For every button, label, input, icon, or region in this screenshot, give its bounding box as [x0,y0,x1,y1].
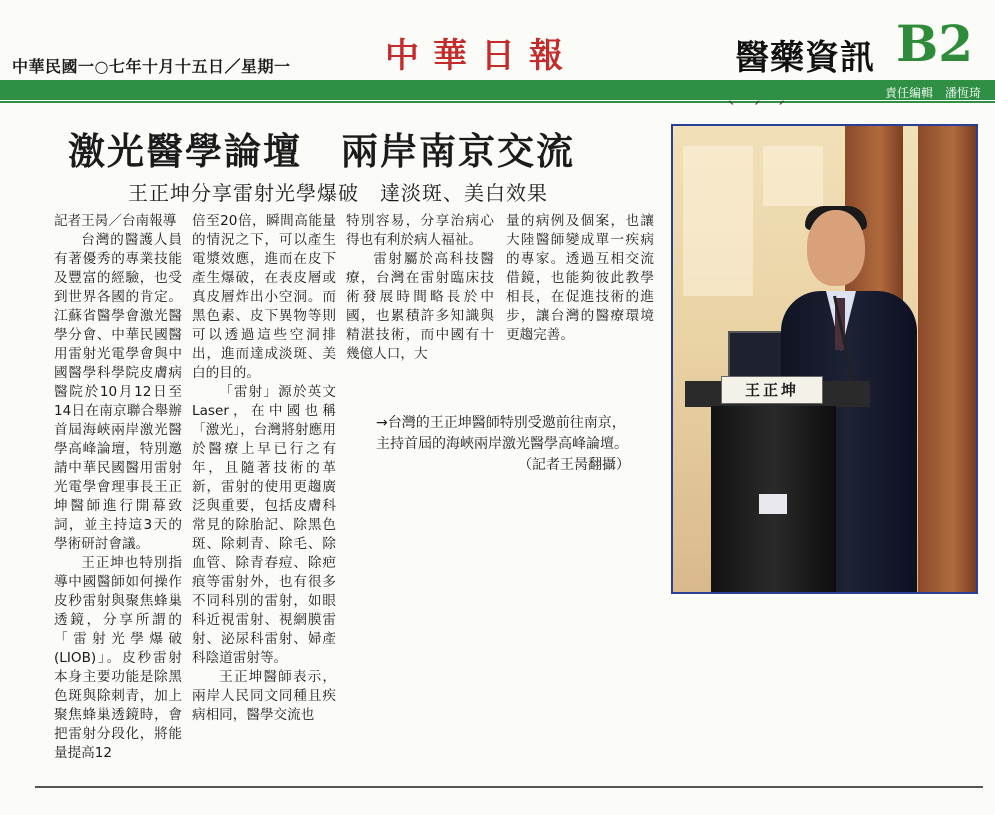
editor-credit: 責任編輯 潘恆琦 [884,86,981,100]
speaker-head [807,210,865,286]
paragraph: 雷射屬於高科技醫療，台灣在雷射臨床技術發展時間略長於中國，也累積許多知識與精湛技術，而中國有十幾億人口，大 [346,251,494,362]
paragraph-continued: 特別容易，分享治病心得也有利於病人福祉。 [346,213,494,248]
paragraph-continued: 量的病例及個案，也讓大陸醫師變成單一疾病的專家。透過互相交流借鏡，也能夠彼此教學相長，在促進技術的進步，讓台灣的醫療環境更趨完善。 [506,213,654,343]
article-column-4 [506,212,654,345]
paragraph: 「雷射」源於英文Laser，在中國也稱「激光」，台灣將射應用於醫療上早已行之有年，且隨著技術的革新，雷射的使用更趨廣泛與重要，包括皮膚科常見的除胎記、除黑色斑、除刺青、除毛、除血管、除青春痘、除疤痕等雷射外，也有很多不同科別的雷射，如眼科近視雷射、視網膜雷射、泌尿科雷射、婦產科陰道雷射等。 [192,384,336,666]
header-rule [0,101,995,103]
wood-pillar [918,126,976,594]
caption-text: →台灣的王正坤醫師特別受邀前往南京，主持首屆的海峽兩岸激光醫學高峰論壇。 [376,415,628,452]
paragraph: 王正坤也特別指導中國醫師如何操作皮秒雷射與聚焦蜂巢透鏡，分享所謂的「雷射光學爆破(LIOB)」。皮秒雷射本身主要功能是除黑色斑與除刺青，加上聚焦蜂巢透鏡時，會把雷射分段化，將能量提高12 [54,555,182,761]
article-subheadline: 王正坤分享雷射光學爆破 達淡斑、美白效果 [128,181,548,205]
article-column-2 [192,212,336,725]
decoration-icon: ˋ ˊ ˊ [727,98,790,122]
header-bar [0,80,995,100]
lectern-logo [759,494,787,514]
article-column-3 [346,212,494,364]
paragraph: 台灣的醫護人員有著優秀的專業技能及豐富的經驗，也受到世界各國的肯定。江蘇省醫學會激光醫學分會、中華民國醫用雷射光電學會與中國醫學科學院皮膚病醫院於10月12日至14日在南京聯合舉辦首屆海峽兩岸激光醫學高峰論壇，特別邀請中華民國醫用雷射光電學會理事長王正坤醫師進行開幕致詞，並主持這3天的學術研討會議。 [54,232,182,552]
article-column-1 [54,212,182,763]
speaker-photo [671,124,978,594]
photo-caption [376,413,630,476]
bottom-rule [35,786,983,788]
newspaper-name: 中華日報 [385,36,577,76]
nameplate: 王正坤 [721,376,823,404]
paragraph-continued: 倍至20倍，瞬間高能量的情況之下，可以產生電漿效應，進而在皮下產生爆破，在表皮層或真皮層炸出小空洞。而黑色素、皮下異物等則可以透過這些空洞排出，進而達成淡斑、美白的目的。 [192,213,336,381]
byline: 記者王昺／台南報導 [54,213,177,229]
photo-credit: （記者王昺翻攝） [518,457,630,473]
publication-date: 中華民國一○七年十月十五日／星期一 [12,57,291,76]
paragraph: 王正坤醫師表示，兩岸人民同文同種且疾病相同，醫學交流也 [192,669,336,723]
article-headline: 激光醫學論壇 兩岸南京交流 [68,129,575,173]
page-number: B2 [896,14,974,73]
section-title: 醫藥資訊 [735,38,875,78]
wall-panel [683,146,753,296]
wall-panel [763,146,823,206]
